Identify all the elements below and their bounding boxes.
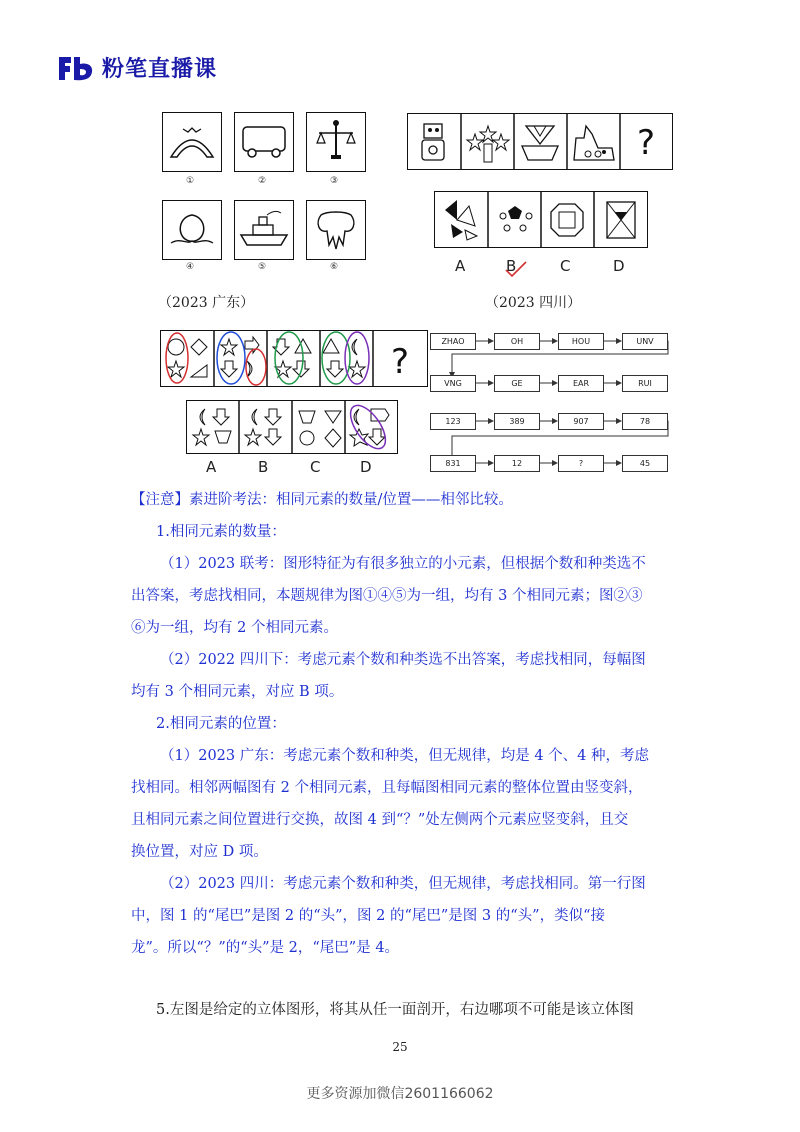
cell4-shapes <box>323 339 365 377</box>
option-cells <box>435 192 647 247</box>
shape-option-label-a: A <box>206 458 217 476</box>
checkmark-icon <box>504 262 528 278</box>
shape-option-b <box>245 409 281 445</box>
paragraph-line: （1）2023 广东：考虑元素个数和种类，但无规律，均是 4 个、4 种，考虑 <box>160 748 650 764</box>
option-a-triangles <box>445 200 477 240</box>
option-c-octagon <box>551 204 583 236</box>
shape-option-c <box>299 411 341 447</box>
shape-cells <box>161 331 427 386</box>
chain-cell: 78 <box>622 413 668 430</box>
option-label-b: B <box>506 257 517 275</box>
fig-label-1: ① <box>186 176 195 186</box>
shape-option-label-c: C <box>310 458 321 476</box>
elephant-icon <box>307 201 365 259</box>
caption-sichuan: （2023 四川） <box>485 295 582 311</box>
shape-question-strip <box>160 330 428 387</box>
brand-logo <box>56 52 217 83</box>
paragraph-line: 换位置，对应 D 项。 <box>131 844 268 860</box>
paragraph-line: 中，图 1 的“尾巴”是图 2 的“头”，图 2 的“尾巴”是图 3 的“头”，类似“接 <box>131 908 605 924</box>
chain-cell: RUI <box>622 375 668 392</box>
basket-triangles-icon <box>522 126 558 160</box>
paragraph-line: 出答案，考虑找相同，本题规律为图①④⑤为一组，均有 3 个相同元素；图②③ <box>131 588 643 604</box>
paragraph-line: 均有 3 个相同元素，对应 B 项。 <box>131 684 344 700</box>
option-label-c: C <box>560 257 571 275</box>
fig-label-4: ④ <box>186 262 195 272</box>
question-mark: ? <box>636 123 656 163</box>
shape-option-d <box>344 400 392 455</box>
truck-icon <box>235 113 293 171</box>
red-ellipse-mark-2 <box>246 349 266 385</box>
figure-box-5 <box>234 200 294 260</box>
chain-cell: 45 <box>622 455 668 472</box>
chain-cell: OH <box>494 333 540 350</box>
shape-option-a <box>193 409 231 445</box>
page-number: 25 <box>392 1040 408 1054</box>
fig-label-5: ⑤ <box>258 262 267 272</box>
paragraph-line: （2）2022 四川下：考虑元素个数和种类选不出答案，考虑找相同，每幅图 <box>160 652 646 668</box>
brand-name: 粉笔直播课 <box>102 57 218 82</box>
chain-cell: 389 <box>494 413 540 430</box>
caption-guangdong: （2023 广东） <box>158 295 255 311</box>
scale-icon <box>307 113 365 171</box>
paragraph-line: 找相同。相邻两幅图有 2 个相同元素，且每幅图相同元素的整体位置由竖变斜， <box>131 780 643 796</box>
question-strip <box>407 113 673 170</box>
paragraph-line: 龙”。所以“？”的“头”是 2，“尾巴”是 4。 <box>131 940 400 956</box>
option-label-a: A <box>455 257 466 275</box>
section-heading-1: 1.相同元素的数量： <box>156 524 286 540</box>
figure-box-6 <box>306 200 366 260</box>
purple-ellipse-mark-d <box>344 400 392 455</box>
chain-cell: 907 <box>558 413 604 430</box>
chain-cell: UNV <box>622 333 668 350</box>
shape-option-label-b: B <box>258 458 269 476</box>
paragraph-line: ⑥为一组，均有 2 个相同元素。 <box>131 620 338 636</box>
chain-cell: ZHAO <box>430 333 476 350</box>
stars-icon <box>467 126 509 162</box>
red-ellipse-mark <box>166 333 188 383</box>
cell3-shapes <box>273 339 311 377</box>
figure-box-3 <box>306 112 366 172</box>
figure-box-4 <box>162 200 222 260</box>
fig-label-6: ⑥ <box>330 262 339 272</box>
shape-option-label-d: D <box>360 458 372 476</box>
chain-cell: 12 <box>494 455 540 472</box>
fb-logo-icon <box>56 53 94 83</box>
chain-cell: HOU <box>558 333 604 350</box>
figure-box-2 <box>234 112 294 172</box>
chain-cell: 123 <box>430 413 476 430</box>
shape-option-cells <box>187 401 397 453</box>
blue-ellipse-mark <box>217 332 245 384</box>
note-body: 素进阶考法：相同元素的数量/位置——相邻比较。 <box>189 492 513 508</box>
option-strip <box>434 191 648 248</box>
section-heading-2: 2.相同元素的位置： <box>156 716 286 732</box>
note-line <box>131 488 513 512</box>
ship-icon <box>235 201 293 259</box>
chain-cell: GE <box>494 375 540 392</box>
option-b-pentagon <box>500 206 532 231</box>
green-ellipse-mark <box>275 332 303 384</box>
peach-icon <box>163 201 221 259</box>
bridge-bird-icon <box>163 113 221 171</box>
footer-note: 更多资源加微信2601166062 <box>306 1086 494 1102</box>
chain-cell: EAR <box>558 375 604 392</box>
robot-icon <box>422 124 444 160</box>
cell2-shapes <box>221 337 259 377</box>
paragraph-line: （2）2023 四川：考虑元素个数和种类，但无规律，考虑找相同。第一行图 <box>160 876 646 892</box>
shape-option-strip <box>186 400 398 454</box>
figure-box-1 <box>162 112 222 172</box>
chain-cell: 831 <box>430 455 476 472</box>
option-label-d: D <box>613 257 625 275</box>
paragraph-line: 且相同元素之间位置进行交换，故图 4 到“？”处左侧两个元素应竖变斜，且交 <box>131 812 629 828</box>
question-5: 5.左图是给定的立体图形，将其从任一面剖开，右边哪项不可能是该立体图 <box>156 1002 634 1018</box>
fig-label-3: ③ <box>330 176 339 186</box>
paragraph-line: （1）2023 联考：图形特征为有很多独立的小元素，但根据个数和种类选不 <box>160 556 646 572</box>
shape-question-mark: ? <box>390 342 410 382</box>
castle-icon <box>574 126 614 160</box>
fig-label-2: ② <box>258 176 267 186</box>
chain-cell: ? <box>558 455 604 472</box>
note-title: 【注意】 <box>131 492 189 508</box>
strip-cells <box>408 114 672 169</box>
chain-cell: VNG <box>430 375 476 392</box>
option-d-hourglass <box>607 202 635 238</box>
